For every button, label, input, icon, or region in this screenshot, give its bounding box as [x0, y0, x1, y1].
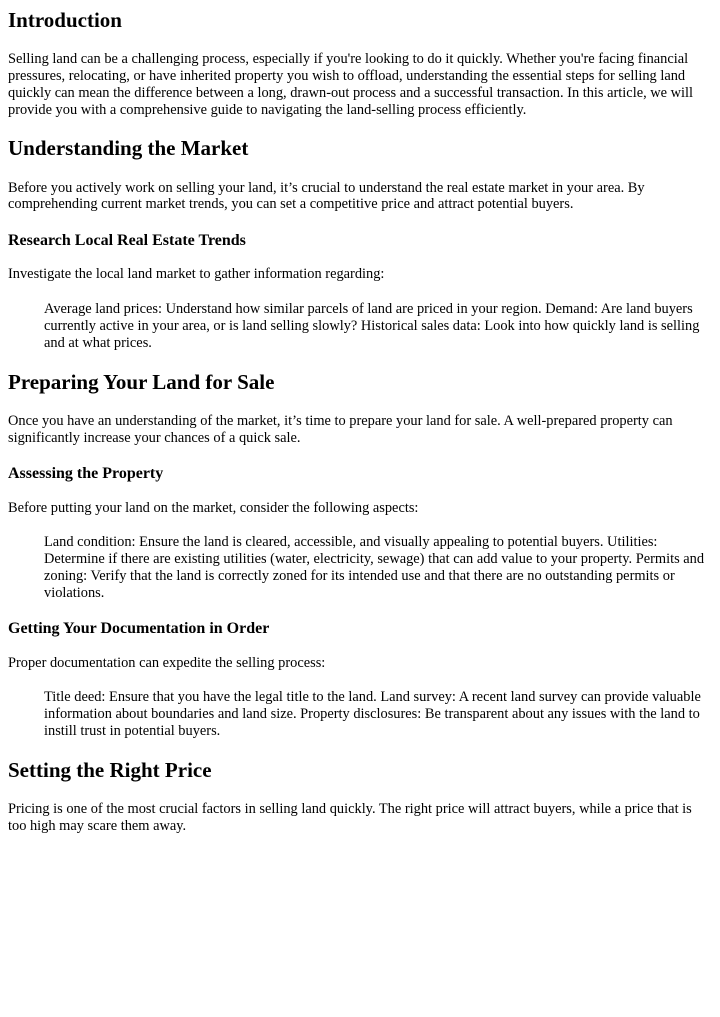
documentation-quote: Title deed: Ensure that you have the legal title to the land. Land survey: A recent land survey can provide valuable information about boundaries and land size. Property disclosures: Be transparent about any issues with the land to instill trust in potential buyers. — [44, 689, 701, 740]
section-heading-understanding-market: Understanding the Market — [8, 136, 249, 161]
intro-paragraph: Selling land can be a challenging process, especially if you're looking to do it quickly. Whether you're facing financial pressures, relocating, or have inherited property you wish to offload, understanding the essential steps for selling land quickly can mean the difference between a long, drawn-out process and a successful transaction. In this article, we will provide you with a comprehensive guide to navigating the land-selling process efficiently. — [8, 51, 694, 118]
section-heading-right-price: Setting the Right Price — [8, 757, 212, 782]
section-heading-preparing-land: Preparing Your Land for Sale — [8, 369, 275, 394]
documentation-paragraph: Proper documentation can expedite the selling process: — [8, 654, 326, 671]
subheading-documentation: Getting Your Documentation in Order — [8, 620, 270, 638]
assessing-quote: Land condition: Ensure the land is cleared, accessible, and visually appealing to potential buyers. Utilities: Determine if there are existing utilities (water, electricity, sewage) that can add value to your property. Permits and zoning: Verify that the land is correctly zoned for its intended use and that there are no outstanding permits or violations. — [44, 534, 705, 601]
research-trends-quote: Average land prices: Understand how similar parcels of land are priced in your region. Demand: Are land buyers currently active in your area, or is land selling slowly? Historical sales data: Look into how quickly land is selling and at what prices. — [44, 301, 700, 351]
assessing-paragraph: Before putting your land on the market, consider the following aspects: — [8, 499, 419, 516]
research-trends-paragraph: Investigate the local land market to gather information regarding: — [8, 266, 385, 283]
preparing-paragraph: Once you have an understanding of the market, it’s time to prepare your land for sale. A well-prepared property can significantly increase your chances of a quick sale. — [8, 412, 673, 446]
section-heading-introduction: Introduction — [8, 8, 122, 32]
subheading-research-trends: Research Local Real Estate Trends — [8, 232, 246, 250]
market-paragraph: Before you actively work on selling your land, it’s crucial to understand the real estate market in your area. By comprehending current market trends, you can set a competitive price and attract potential buyers. — [8, 179, 645, 213]
subheading-assessing-property: Assessing the Property — [8, 465, 164, 483]
pricing-paragraph: Pricing is one of the most crucial factors in selling land quickly. The right price will attract buyers, while a price that is too high may scare them away. — [8, 801, 692, 834]
